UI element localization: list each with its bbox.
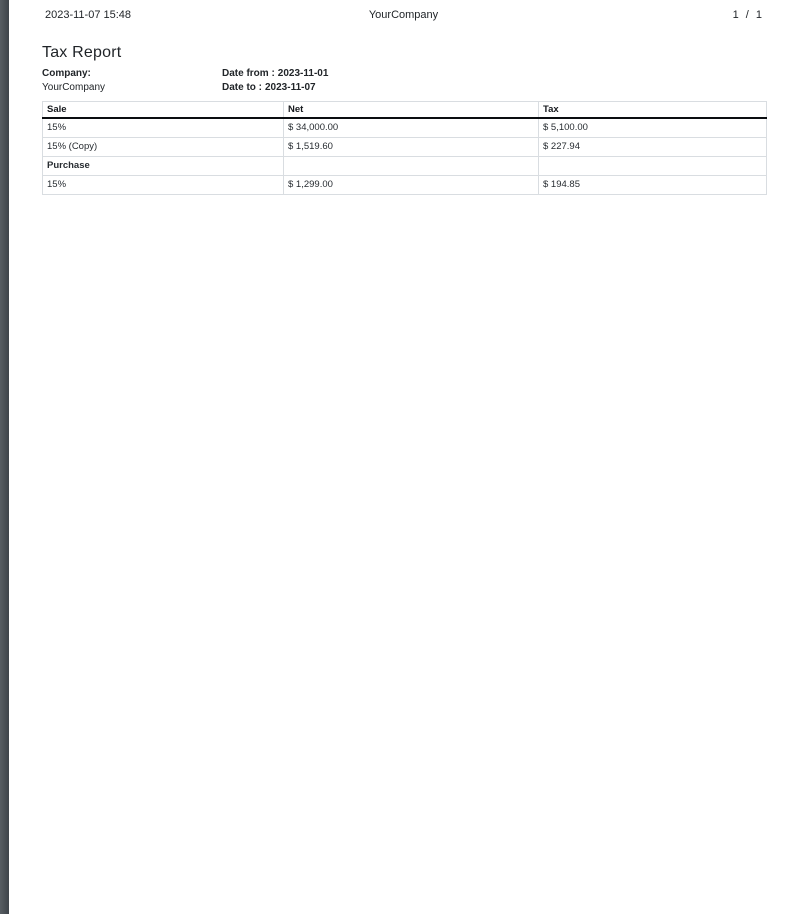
date-from-line — [222, 67, 328, 81]
report-filters — [42, 67, 797, 95]
report-company-name: YourCompany — [368, 9, 439, 21]
cell-net: $ 1,519.60 — [284, 137, 539, 156]
dates-block — [222, 67, 328, 95]
company-label: Company: — [42, 68, 91, 79]
cell-tax: $ 5,100.00 — [539, 118, 767, 138]
tax-table — [42, 101, 767, 195]
date-to-label: Date to : — [222, 82, 262, 93]
report-page-header — [9, 0, 797, 22]
tax-table-head — [43, 102, 767, 118]
viewer-left-edge — [0, 0, 9, 914]
table-row — [43, 156, 767, 175]
column-header-tax: Tax — [539, 102, 767, 118]
date-from-label: Date from : — [222, 68, 275, 79]
cell-tax-name: 15% (Copy) — [43, 137, 284, 156]
report-datetime: 2023-11-07 15:48 — [45, 9, 132, 21]
cell-tax-name: Purchase — [43, 156, 284, 175]
table-row — [43, 137, 767, 156]
header-row — [43, 102, 767, 118]
table-row — [43, 175, 767, 194]
company-value: YourCompany — [42, 82, 106, 93]
cell-net: $ 1,299.00 — [284, 175, 539, 194]
report-title: Tax Report — [42, 44, 122, 61]
tax-table-body — [43, 118, 767, 195]
table-row — [43, 118, 767, 138]
cell-net: $ 34,000.00 — [284, 118, 539, 138]
report-page — [9, 0, 797, 914]
column-header-net: Net — [284, 102, 539, 118]
date-from-value: 2023-11-01 — [277, 68, 329, 79]
column-header-sale: Sale — [43, 102, 284, 118]
page-indicator: 1 / 1 — [732, 9, 762, 21]
date-to-line — [222, 81, 328, 95]
cell-tax: $ 227.94 — [539, 137, 767, 156]
company-block — [42, 67, 222, 95]
cell-tax-name: 15% — [43, 118, 284, 138]
cell-tax — [539, 156, 767, 175]
cell-net — [284, 156, 539, 175]
cell-tax-name: 15% — [43, 175, 284, 194]
date-to-value: 2023-11-07 — [265, 82, 316, 93]
cell-tax: $ 194.85 — [539, 175, 767, 194]
